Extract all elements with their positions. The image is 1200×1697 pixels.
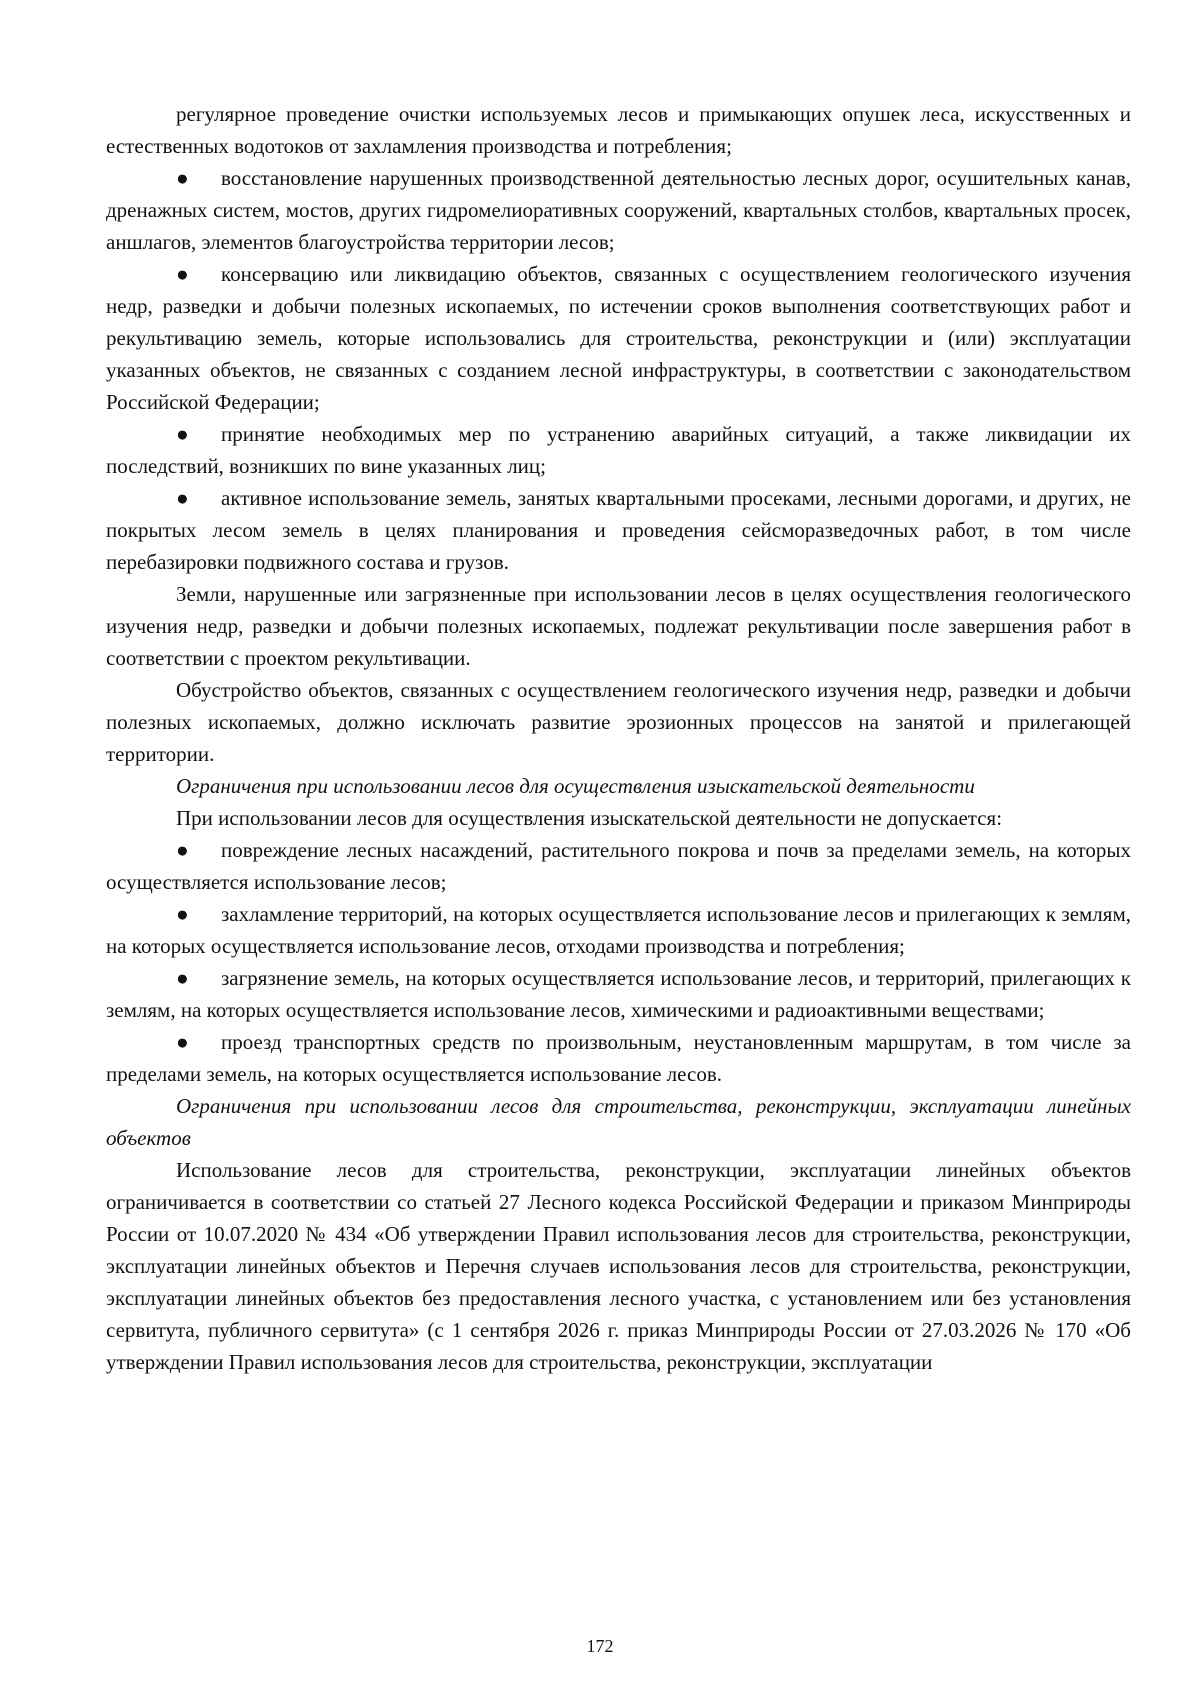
bullet-icon: ● <box>176 166 189 190</box>
bullet-icon: ● <box>176 902 189 926</box>
bullet-item <box>106 1026 1131 1090</box>
bullet-item <box>106 482 1131 578</box>
section-heading: Ограничения при использовании лесов для осуществления изыскательской деятельности <box>176 774 975 798</box>
bullet-icon: ● <box>176 262 189 286</box>
paragraph: регулярное проведение очистки используемых лесов и примыкающих опушек леса, искусственных и естественных водотоков от захламления производства и потребления; <box>106 102 1131 158</box>
bullet-item <box>106 418 1131 482</box>
page-number: 172 <box>586 1636 614 1656</box>
bullet-item <box>106 962 1131 1026</box>
bullet-icon: ● <box>176 838 189 862</box>
bullet-item <box>106 162 1131 258</box>
bullet-text: захламление территорий, на которых осуществляется использование лесов и прилегающих к землям, на которых осуществляется использование лесов, отходами производства и потребления; <box>106 902 1131 958</box>
bullet-icon: ● <box>176 1030 189 1054</box>
bullet-icon: ● <box>176 966 189 990</box>
section-heading: Ограничения при использовании лесов для строительства, реконструкции, эксплуатации линейных объектов <box>106 1094 1131 1150</box>
bullet-item <box>106 258 1131 418</box>
bullet-text: проезд транспортных средств по произвольным, неустановленным маршрутам, в том числе за пределами земель, на которых осуществляется использование лесов. <box>106 1030 1131 1086</box>
bullet-text: повреждение лесных насаждений, растительного покрова и почв за пределами земель, на которых осуществляется использование лесов; <box>106 838 1131 894</box>
paragraph: Обустройство объектов, связанных с осуществлением геологического изучения недр, разведки и добычи полезных ископаемых, должно исключать развитие эрозионных процессов на занятой и прилегающей территории. <box>106 678 1131 766</box>
bullet-text: восстановление нарушенных производственной деятельностью лесных дорог, осушительных канав, дренажных систем, мостов, других гидромелиоративных сооружений, квартальных столбов, квартальных просек, аншлагов, элементов благоустройства территории лесов; <box>106 166 1131 254</box>
bullet-icon: ● <box>176 422 189 446</box>
bullet-text: принятие необходимых мер по устранению аварийных ситуаций, а также ликвидации их последствий, возникших по вине указанных лиц; <box>106 422 1131 478</box>
paragraph: Земли, нарушенные или загрязненные при использовании лесов в целях осуществления геологического изучения недр, разведки и добычи полезных ископаемых, подлежат рекультивации после завершения работ в соответствии с проектом рекультивации. <box>106 582 1131 670</box>
paragraph: Использование лесов для строительства, реконструкции, эксплуатации линейных объектов ограничивается в соответствии со статьей 27 Лесного кодекса Российской Федерации и приказом Минприроды России от 10.07.2020 № 434 «Об утверждении Правил использования лесов для строительства, реконструкции, эксплуатации линейных объектов и Перечня случаев использования лесов для строительства, реконструкции, эксплуатации линейных объектов без предоставления лесного участка, с установлением или без установления сервитута, публичного сервитута» (с 1 сентября 2026 г. приказ Минприроды России от 27.03.2026 № 170 «Об утверждении Правил использования лесов для строительства, реконструкции, эксплуатации <box>106 1158 1131 1374</box>
document-body <box>106 98 1131 1378</box>
bullet-text: активное использование земель, занятых квартальными просеками, лесными дорогами, и других, не покрытых лесом земель в целях планирования и проведения сейсморазведочных работ, в том числе перебазировки подвижного состава и грузов. <box>106 486 1131 574</box>
bullet-text: загрязнение земель, на которых осуществляется использование лесов, и территорий, прилегающих к землям, на которых осуществляется использование лесов, химическими и радиоактивными веществами; <box>106 966 1131 1022</box>
bullet-icon: ● <box>176 486 189 510</box>
paragraph: При использовании лесов для осуществления изыскательской деятельности не допускается: <box>176 806 1003 830</box>
bullet-item <box>106 898 1131 962</box>
bullet-item <box>106 834 1131 898</box>
bullet-text: консервацию или ликвидацию объектов, связанных с осуществлением геологического изучения недр, разведки и добычи полезных ископаемых, по истечении сроков выполнения соответствующих работ и рекультивацию земель, которые использовались для строительства, реконструкции и (или) эксплуатации указанных объектов, не связанных с созданием лесной инфраструктуры, в соответствии с законодательством Российской Федерации; <box>106 262 1131 414</box>
